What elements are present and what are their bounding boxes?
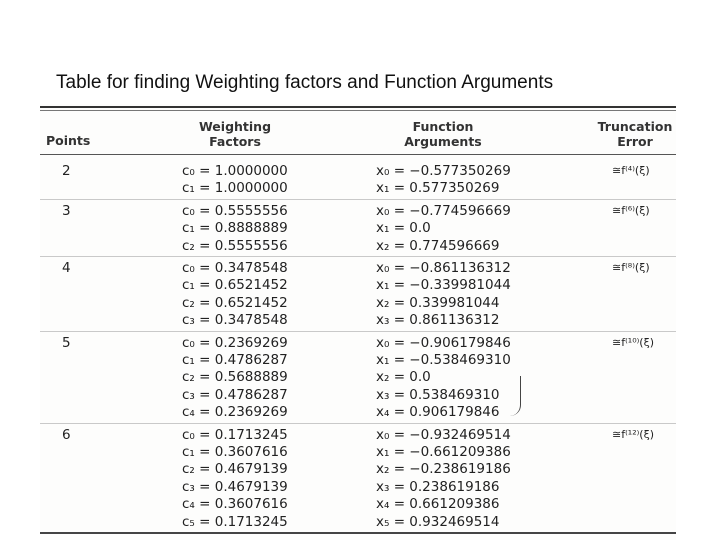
weighting-factor-cell: c₀ = 1.0000000 (182, 163, 288, 179)
function-argument-cell: x₂ = −0.238619186 (376, 461, 511, 478)
truncation-error-cell: ≅f⁽⁴⁾(ξ) (612, 164, 650, 177)
table-row (40, 478, 676, 496)
function-argument-cell: x₀ = −0.861136312 (376, 260, 511, 276)
truncation-error-cell: ≅f⁽¹²⁾(ξ) (612, 427, 655, 441)
weighting-factor-cell: c₄ = 0.3607616 (182, 496, 288, 513)
table-row (40, 237, 676, 255)
points-cell: 6 (62, 426, 71, 443)
header-divider-rule (40, 154, 676, 155)
header-function-line1: Function (412, 119, 474, 134)
function-argument-cell: x₀ = −0.577350269 (376, 163, 511, 179)
group-separator (40, 423, 676, 424)
table-top-rule-thin (40, 110, 676, 111)
group-separator (40, 331, 676, 332)
gauss-quadrature-table (40, 104, 676, 540)
table-top-rule (40, 106, 676, 108)
table-row (40, 513, 676, 531)
header-truncation-line1: Truncation (597, 119, 673, 134)
function-argument-cell: x₅ = 0.932469514 (376, 513, 500, 530)
weighting-factor-cell: c₅ = 0.1713245 (182, 513, 288, 530)
truncation-error-cell: ≅f⁽⁶⁾(ξ) (612, 203, 650, 217)
table-row (40, 259, 676, 277)
table-row (40, 443, 676, 461)
function-argument-cell: x₂ = 0.0 (376, 369, 431, 386)
function-argument-cell: x₀ = −0.932469514 (376, 426, 511, 443)
function-argument-cell: x₁ = −0.538469310 (376, 352, 511, 368)
table-row (40, 426, 676, 444)
points-cell: 4 (62, 260, 71, 276)
weighting-factor-cell: c₂ = 0.5555556 (182, 237, 288, 254)
table-row (40, 276, 676, 294)
header-function-arguments (398, 119, 488, 149)
table-row (40, 403, 676, 421)
weighting-factor-cell: c₂ = 0.5688889 (182, 369, 288, 386)
header-truncation-error (594, 119, 676, 149)
header-weighting-factors (190, 119, 280, 149)
points-cell: 3 (62, 202, 71, 219)
header-function-line2: Arguments (404, 134, 482, 149)
function-argument-cell: x₁ = −0.661209386 (376, 444, 511, 460)
table-row (40, 386, 676, 404)
function-argument-cell: x₃ = 0.861136312 (376, 312, 500, 329)
function-argument-cell: x₂ = 0.774596669 (376, 237, 500, 254)
weighting-factor-cell: c₁ = 1.0000000 (182, 180, 288, 197)
weighting-factor-cell: c₃ = 0.4679139 (182, 478, 288, 495)
weighting-factor-cell: c₂ = 0.6521452 (182, 294, 288, 311)
header-weighting-line2: Factors (209, 134, 261, 149)
table-row (40, 179, 676, 197)
function-argument-cell: x₀ = −0.774596669 (376, 202, 511, 219)
weighting-factor-cell: c₃ = 0.4786287 (182, 386, 288, 403)
handwritten-bracket-mark (510, 376, 521, 416)
table-row (40, 351, 676, 369)
header-points: Points (46, 133, 91, 148)
weighting-factor-cell: c₁ = 0.8888889 (182, 220, 288, 237)
weighting-factor-cell: c₀ = 0.3478548 (182, 260, 288, 276)
weighting-factor-cell: c₁ = 0.6521452 (182, 277, 288, 294)
function-argument-cell: x₂ = 0.339981044 (376, 294, 500, 311)
table-row (40, 162, 676, 180)
truncation-error-cell: ≅f⁽⁸⁾(ξ) (612, 261, 650, 274)
table-row (40, 311, 676, 329)
points-cell: 2 (62, 163, 71, 179)
function-argument-cell: x₀ = −0.906179846 (376, 334, 511, 351)
group-separator (40, 256, 676, 257)
table-row (40, 334, 676, 352)
function-argument-cell: x₄ = 0.906179846 (376, 404, 500, 421)
weighting-factor-cell: c₀ = 0.2369269 (182, 334, 288, 351)
group-separator (40, 199, 676, 200)
table-row (40, 368, 676, 386)
weighting-factor-cell: c₁ = 0.3607616 (182, 444, 288, 460)
table-row (40, 202, 676, 220)
weighting-factor-cell: c₂ = 0.4679139 (182, 461, 288, 478)
slide-title: Table for finding Weighting factors and Function Arguments (56, 72, 554, 93)
weighting-factor-cell: c₁ = 0.4786287 (182, 352, 288, 368)
function-argument-cell: x₁ = 0.0 (376, 220, 431, 237)
header-truncation-line2: Error (617, 134, 653, 149)
truncation-error-cell: ≅f⁽¹⁰⁾(ξ) (612, 335, 655, 349)
function-argument-cell: x₁ = −0.339981044 (376, 277, 511, 294)
function-argument-cell: x₄ = 0.661209386 (376, 496, 500, 513)
table-row (40, 460, 676, 478)
weighting-factor-cell: c₀ = 0.5555556 (182, 202, 288, 219)
table-bottom-rule (40, 532, 676, 534)
points-cell: 5 (62, 334, 71, 351)
table-row (40, 495, 676, 513)
header-weighting-line1: Weighting (198, 119, 272, 134)
weighting-factor-cell: c₀ = 0.1713245 (182, 426, 288, 443)
function-argument-cell: x₁ = 0.577350269 (376, 180, 500, 197)
weighting-factor-cell: c₃ = 0.3478548 (182, 312, 288, 329)
function-argument-cell: x₃ = 0.238619186 (376, 478, 500, 495)
table-row (40, 294, 676, 312)
function-argument-cell: x₃ = 0.538469310 (376, 386, 500, 403)
table-row (40, 219, 676, 237)
weighting-factor-cell: c₄ = 0.2369269 (182, 404, 288, 421)
